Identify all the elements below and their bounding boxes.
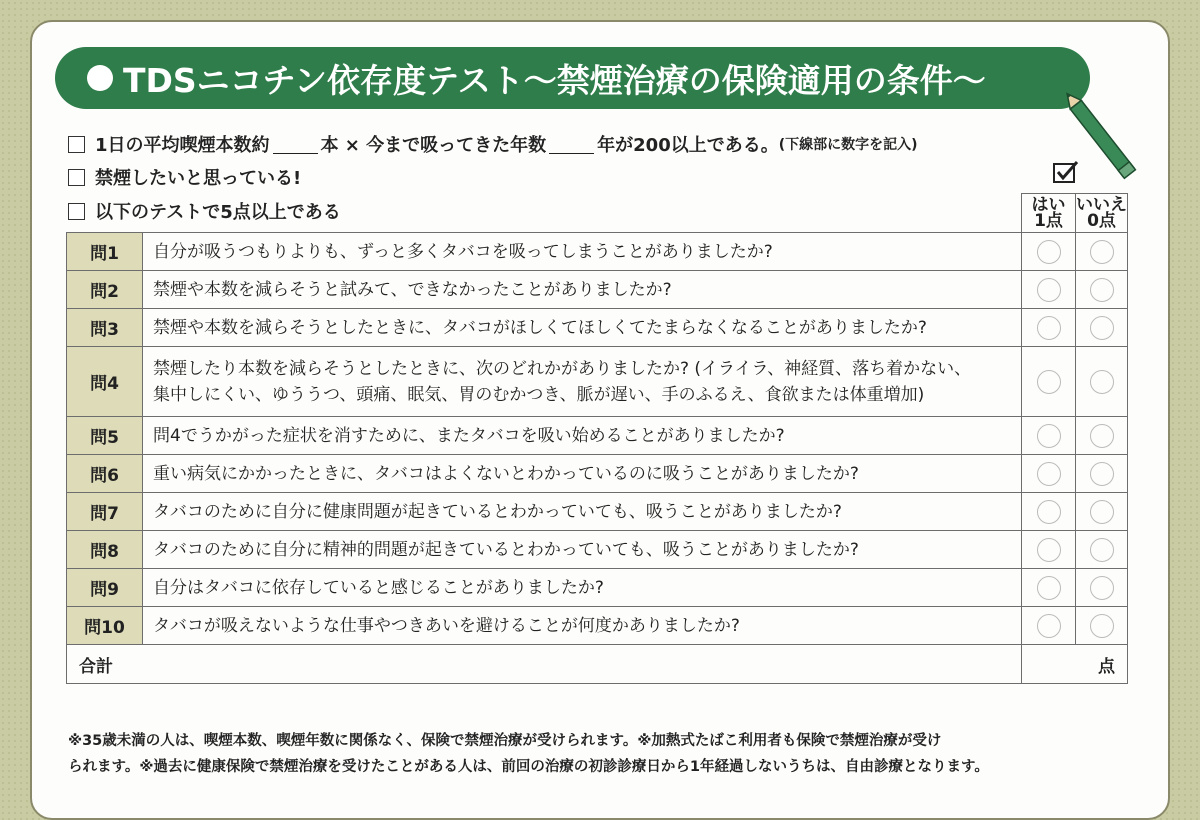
checkbox[interactable] [68, 136, 85, 153]
question-text-line1: 禁煙したり本数を減らそうとしたときに、次のどれかがありましたか? (イライラ、神経質、落ち着かない、 [153, 358, 972, 379]
yes-radio[interactable] [1037, 424, 1061, 448]
table-row [67, 347, 1128, 417]
condition-cigarettes [68, 131, 918, 157]
question-text: 自分はタバコに依存していると感じることがありましたか? [143, 569, 1022, 607]
yes-radio[interactable] [1037, 278, 1061, 302]
total-unit: 点 [1098, 656, 1115, 677]
table-row [67, 531, 1128, 569]
yes-radio[interactable] [1037, 462, 1061, 486]
yes-radio[interactable] [1037, 240, 1061, 264]
yes-radio[interactable] [1037, 576, 1061, 600]
question-text: タバコのために自分に健康問題が起きているとわかっていても、吸うことがありましたか? [143, 493, 1022, 531]
yes-header: はい 1点 [1022, 194, 1076, 233]
question-number: 問6 [67, 455, 143, 493]
table-row [67, 607, 1128, 645]
question-text: タバコが吸えないような仕事やつきあいを避けることが何度かありましたか? [143, 607, 1022, 645]
table-row [67, 569, 1128, 607]
question-number: 問2 [67, 271, 143, 309]
condition-note: (下線部に数字を記入) [778, 137, 918, 153]
no-header: いいえ 0点 [1076, 195, 1127, 231]
no-radio[interactable] [1090, 424, 1114, 448]
footnote-line-1: ※35歳未満の人は、喫煙本数、喫煙年数に関係なく、保険で禁煙治療が受けられます。※加熱式たばこ利用者も保険で禁煙治療が受け [68, 733, 942, 749]
question-number: 問1 [67, 233, 143, 271]
checkmark-icon [1053, 160, 1079, 184]
condition-text-1a: 1日の平均喫煙本数約 [95, 135, 270, 156]
table-row [67, 233, 1128, 271]
table-row [67, 271, 1128, 309]
question-text [143, 347, 1022, 417]
yes-radio[interactable] [1037, 614, 1061, 638]
table-row [67, 417, 1128, 455]
question-number: 問10 [67, 607, 143, 645]
condition-text-2: 禁煙したいと思っている! [95, 168, 302, 189]
question-text: 禁煙や本数を減らそうとしたときに、タバコがほしくてほしくてたまらなくなることがありましたか? [143, 309, 1022, 347]
question-text: 自分が吸うつもりよりも、ずっと多くタバコを吸ってしまうことがありましたか? [143, 233, 1022, 271]
question-text: 重い病気にかかったときに、タバコはよくないとわかっているのに吸うことがありましたか? [143, 455, 1022, 493]
no-radio[interactable] [1090, 538, 1114, 562]
no-radio[interactable] [1090, 316, 1114, 340]
table-row [67, 455, 1128, 493]
years-smoked-field[interactable] [549, 135, 594, 154]
total-score-field[interactable] [1022, 645, 1128, 684]
yes-radio[interactable] [1037, 538, 1061, 562]
question-number: 問9 [67, 569, 143, 607]
yes-radio[interactable] [1037, 370, 1061, 394]
question-text: 問4でうかがった症状を消すために、またタバコを吸い始めることがありましたか? [143, 417, 1022, 455]
footnote-line-2: られます。※過去に健康保険で禁煙治療を受けたことがある人は、前回の治療の初診診療日から1年経過しないうちは、自由診療となります。 [68, 759, 989, 775]
condition-wants-quit [68, 164, 301, 190]
question-number: 問8 [67, 531, 143, 569]
no-radio[interactable] [1090, 500, 1114, 524]
no-radio[interactable] [1090, 370, 1114, 394]
condition-text-1c: 年が200以上である。 [597, 135, 779, 156]
yes-radio[interactable] [1037, 316, 1061, 340]
question-text: 禁煙や本数を減らそうと試みて、できなかったことがありましたか? [143, 271, 1022, 309]
no-radio[interactable] [1090, 614, 1114, 638]
question-text-line2: 集中しにくい、ゆううつ、頭痛、眠気、胃のむかつき、脈が遅い、手のふるえ、食欲または体重増加) [153, 384, 925, 405]
table-row [67, 493, 1128, 531]
question-number: 問5 [67, 417, 143, 455]
question-number: 問3 [67, 309, 143, 347]
question-number: 問7 [67, 493, 143, 531]
checkbox[interactable] [68, 169, 85, 186]
condition-text-3: 以下のテストで5点以上である [95, 202, 341, 223]
page-title: TDSニコチン依存度テスト～禁煙治療の保険適用の条件～ [123, 60, 986, 100]
no-radio[interactable] [1090, 240, 1114, 264]
title-bar [55, 47, 1090, 109]
bullet-icon [87, 65, 113, 91]
yes-radio[interactable] [1037, 500, 1061, 524]
no-radio[interactable] [1090, 462, 1114, 486]
condition-text-1b: 本 × 今まで吸ってきた年数 [320, 135, 547, 156]
total-row [67, 645, 1128, 684]
total-label: 合計 [67, 645, 1022, 684]
question-number: 問4 [67, 347, 143, 417]
footnotes [68, 728, 1143, 780]
cigarettes-per-day-field[interactable] [273, 135, 318, 154]
no-radio[interactable] [1090, 576, 1114, 600]
table-row [67, 309, 1128, 347]
question-table [66, 193, 1128, 684]
no-radio[interactable] [1090, 278, 1114, 302]
question-text: タバコのために自分に精神的問題が起きているとわかっていても、吸うことがありましたか? [143, 531, 1022, 569]
